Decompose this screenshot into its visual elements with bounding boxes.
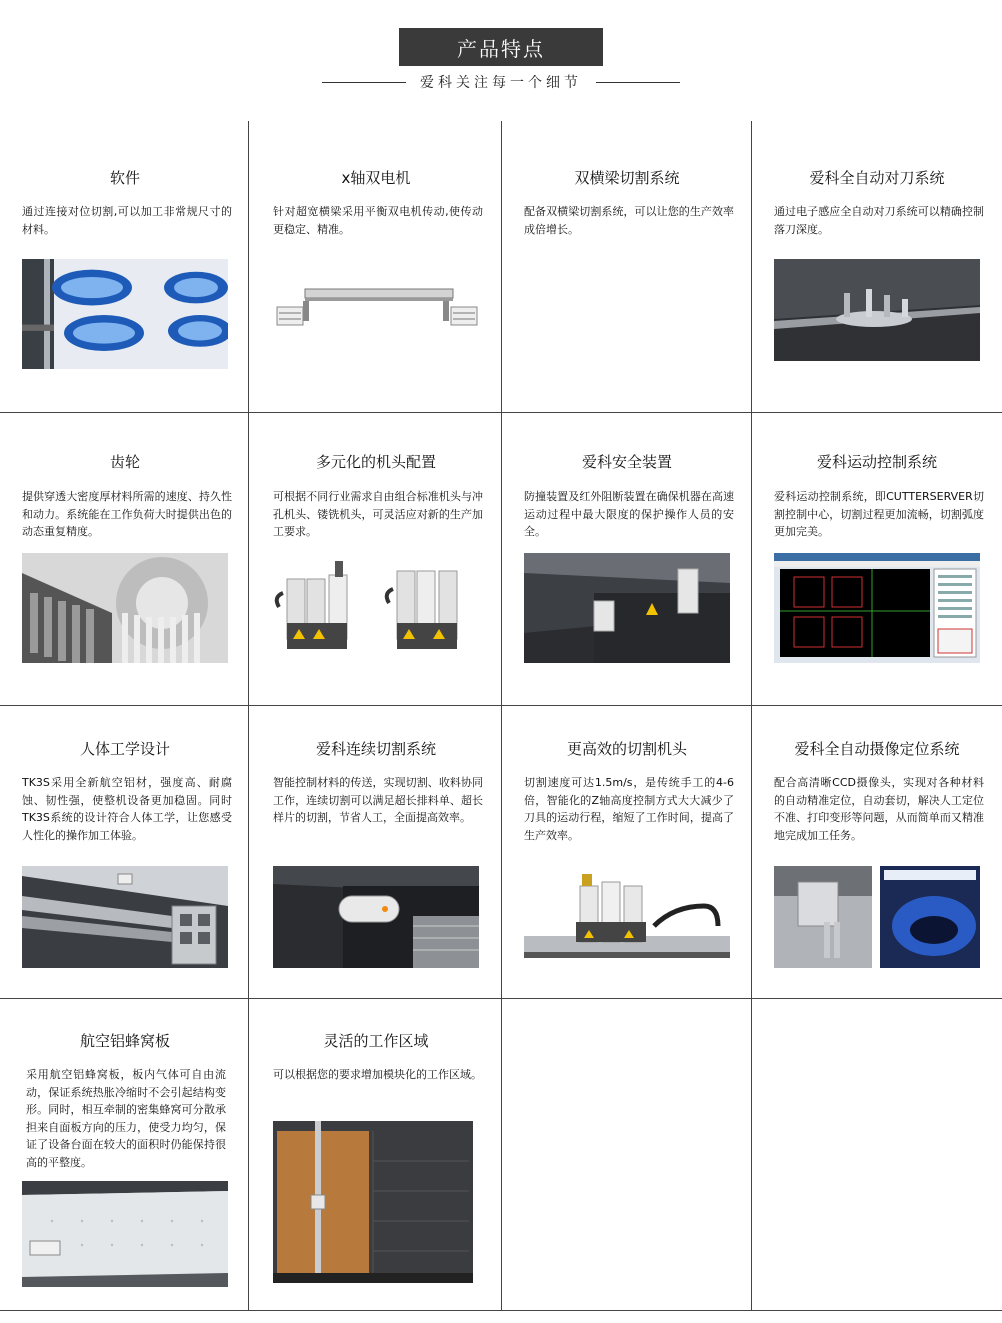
feature-software: [0, 121, 250, 412]
honeycomb-image: [22, 1181, 228, 1287]
feature-title: 爱科全自动对刀系统: [809, 169, 945, 187]
feature-desc: 防撞装置及红外阻断装置在确保机器在高速运动过程中最大限度的保护操作人员的安全。: [524, 490, 734, 538]
feature-dual-motor: [251, 121, 501, 412]
feature-title: 爱科连续切割系统: [315, 740, 436, 758]
feature-work-area: [251, 999, 501, 1310]
grid-hline-4: [0, 1310, 1002, 1311]
gear-image: [22, 553, 228, 663]
feature-title: x轴双电机: [341, 169, 411, 187]
feature-title: 软件: [109, 169, 140, 187]
feature-title: 航空铝蜂窝板: [79, 1032, 170, 1050]
feature-title: 人体工学设计: [79, 740, 170, 758]
subtitle-right-rule: [596, 82, 680, 83]
feature-desc: 可根据不同行业需求自由组合标准机头与冲孔机头、镂铣机头，可灵活应对新的生产加工要求。: [273, 490, 483, 538]
feature-title: 多元化的机头配置: [315, 453, 436, 471]
feature-desc: 可以根据您的要求增加模块化的工作区域。: [273, 1068, 482, 1081]
feature-safety: [502, 413, 752, 705]
feature-tool-heads: [251, 413, 501, 705]
feature-desc: 通过连接对位切割,可以加工非常规尺寸的材料。: [22, 205, 232, 236]
feature-grid: [0, 121, 1002, 1311]
feature-desc: 智能控制材料的传送，实现切割、收料协同工作，连续切割可以满足超长排料单、超长样片的切割，节省人工，全面提高效率。: [273, 776, 483, 824]
feature-title: 双横梁切割系统: [574, 169, 680, 187]
safety-device-image: [524, 553, 730, 663]
feature-desc: 通过电子感应全自动对刀系统可以精确控制落刀深度。: [774, 205, 984, 236]
control-software-image: [774, 553, 980, 663]
camera-image: [774, 866, 980, 968]
cutting-head-image: [524, 866, 730, 968]
feature-title: 灵活的工作区域: [323, 1032, 429, 1050]
feature-honeycomb: [0, 999, 250, 1310]
feature-title: 爱科全自动摄像定位系统: [794, 740, 960, 758]
subtitle-row: [0, 72, 1002, 92]
feature-desc: 配合高清晰CCD摄像头，实现对各种材料的自动精准定位，自动套切，解决人工定位不准、打印变形等问题，从而简单而又精准地完成加工任务。: [774, 776, 984, 842]
feature-ergonomics: [0, 706, 250, 998]
page-header: [0, 0, 1002, 110]
feature-title: 爱科安全装置: [581, 453, 672, 471]
dual-motor-image: [273, 271, 479, 341]
aluminum-profile-image: [22, 866, 228, 968]
feature-desc: TK3S采用全新航空铝材，强度高、耐腐蚀、韧性强，使整机设备更加稳固。同时TK3S系统的设计符合人体工学，让您感受人性化的操作加工体验。: [22, 776, 232, 842]
subtitle-left-rule: [322, 82, 406, 83]
feature-title: 齿轮: [109, 453, 140, 471]
feature-camera: [752, 706, 1002, 998]
page-title: 产品特点: [399, 28, 603, 66]
feature-continuous-cut: [251, 706, 501, 998]
page-subtitle: 爱科关注每一个细节: [420, 75, 582, 91]
feature-cutting-head: [502, 706, 752, 998]
feature-desc: 提供穿透大密度厚材料所需的速度、持久性和动力。系统能在工作负荷大时提供出色的动态重复精度。: [22, 490, 232, 538]
feature-desc: 针对超宽横梁采用平衡双电机传动,使传动更稳定、精准。: [273, 205, 483, 236]
feature-dual-beam: [502, 121, 752, 412]
feature-desc: 配备双横梁切割系统，可以让您的生产效率成倍增长。: [524, 205, 734, 236]
auto-knife-image: [774, 259, 980, 361]
feature-motion-control: [752, 413, 1002, 705]
conveyor-image: [273, 866, 479, 968]
feature-title: 更高效的切割机头: [566, 740, 687, 758]
tool-heads-image: [273, 553, 479, 663]
feature-gear: [0, 413, 250, 705]
feature-desc: 切割速度可达1.5m/s，是传统手工的4-6倍，智能化的Z轴高度控制方式大大减少了刀具的运动行程，缩短了工作时间，提高了生产效率。: [524, 776, 734, 842]
feature-title: 爱科运动控制系统: [816, 453, 937, 471]
work-area-image: [273, 1121, 473, 1283]
feature-desc: 爱科运动控制系统，即CUTTERSERVER切割控制中心，切割过程更加流畅，切割弧度更加完美。: [774, 490, 984, 538]
feature-desc: 采用航空铝蜂窝板，板内气体可自由流动，保证系统热胀冷缩时不会引起结构变形。同时，相互牵制的密集蜂窝可分散承担来自面板方向的压力，使受力均匀，保证了设备台面在较大的面积时仍能保持很高的平整度。: [26, 1068, 226, 1169]
software-cut-image: [22, 259, 228, 369]
feature-auto-knife: [752, 121, 1002, 412]
